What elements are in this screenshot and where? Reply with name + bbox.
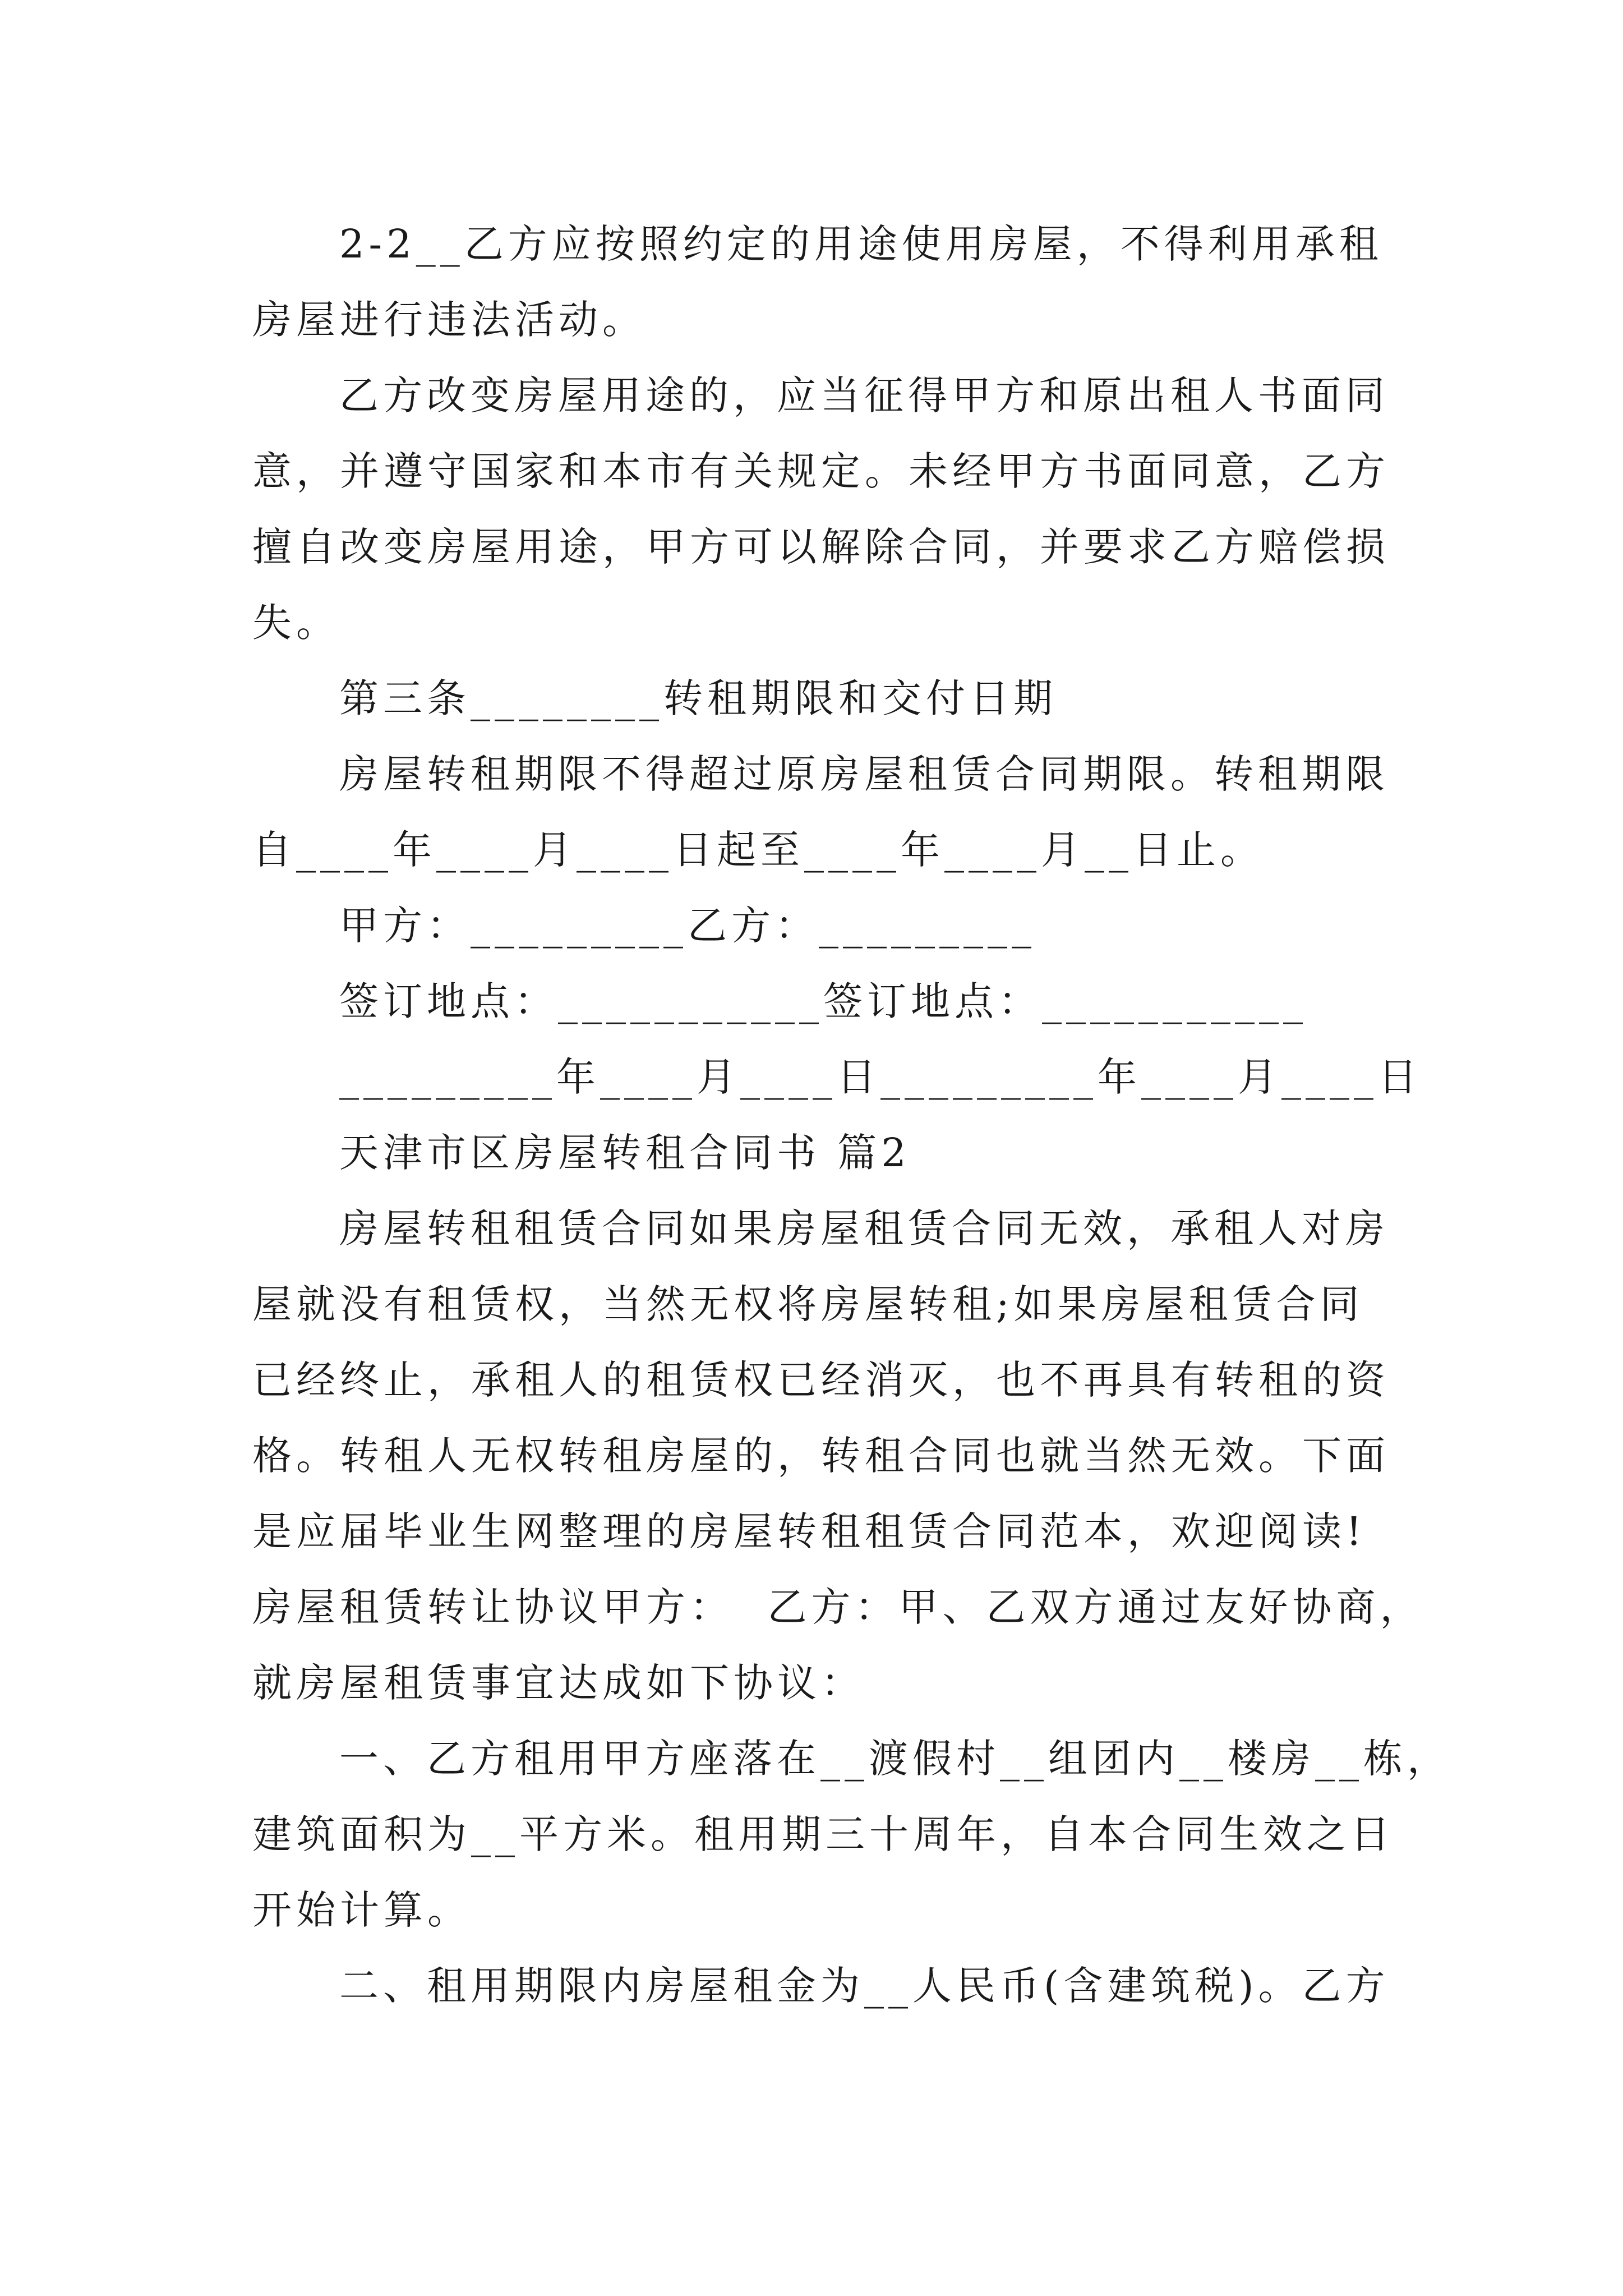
paragraph-line: 二、租用期限内房屋租金为__人民币(含建筑税)。乙方 bbox=[339, 1963, 1390, 2009]
paragraph-line: 格。转租人无权转租房屋的，转租合同也就当然无效。下面 bbox=[252, 1433, 1390, 1479]
party-signature-line: 甲方：_________乙方：_________ bbox=[339, 903, 1036, 949]
paragraph-line: 已经终止，承租人的租赁权已经消灭，也不再具有转租的资 bbox=[252, 1357, 1390, 1403]
date-line: _________年____月____日_________年____月____日 bbox=[339, 1054, 1422, 1100]
paragraph-line: 意，并遵守国家和本市有关规定。未经甲方书面同意，乙方 bbox=[252, 448, 1390, 494]
paragraph-line: 开始计算。 bbox=[252, 1887, 471, 1933]
paragraph-line: 房屋租赁转让协议甲方： 乙方：甲、乙双方通过友好协商， bbox=[252, 1584, 1424, 1630]
section-title: 天津市区房屋转租合同书 篇2 bbox=[339, 1130, 911, 1176]
signing-place-line: 签订地点：___________签订地点：___________ bbox=[339, 978, 1307, 1024]
paragraph-line: 2-2__乙方应按照约定的用途使用房屋，不得利用承租 bbox=[339, 221, 1383, 267]
paragraph-line: 擅自改变房屋用途，甲方可以解除合同，并要求乙方赔偿损 bbox=[252, 524, 1390, 570]
paragraph-line: 建筑面积为__平方米。租用期三十周年，自本合同生效之日 bbox=[252, 1811, 1394, 1857]
paragraph-line: 就房屋租赁事宜达成如下协议： bbox=[252, 1660, 865, 1706]
paragraph-line: 房屋转租期限不得超过原房屋租赁合同期限。转租期限 bbox=[339, 751, 1389, 797]
paragraph-line: 失。 bbox=[252, 600, 340, 646]
paragraph-line: 是应届毕业生网整理的房屋转租租赁合同范本，欢迎阅读! bbox=[252, 1508, 1367, 1554]
paragraph-line: 自____年____月____日起至____年____月__日止。 bbox=[252, 827, 1264, 873]
paragraph-line: 房屋进行违法活动。 bbox=[252, 297, 646, 343]
paragraph-line: 乙方改变房屋用途的，应当征得甲方和原出租人书面同 bbox=[339, 372, 1389, 418]
paragraph-line: 一、乙方租用甲方座落在__渡假村__组团内__楼房__栋， bbox=[339, 1736, 1451, 1782]
article-heading: 第三条________转租期限和交付日期 bbox=[339, 675, 1057, 721]
paragraph-line: 屋就没有租赁权，当然无权将房屋转租;如果房屋租赁合同 bbox=[252, 1281, 1364, 1327]
paragraph-line: 房屋转租租赁合同如果房屋租赁合同无效，承租人对房 bbox=[339, 1205, 1389, 1251]
